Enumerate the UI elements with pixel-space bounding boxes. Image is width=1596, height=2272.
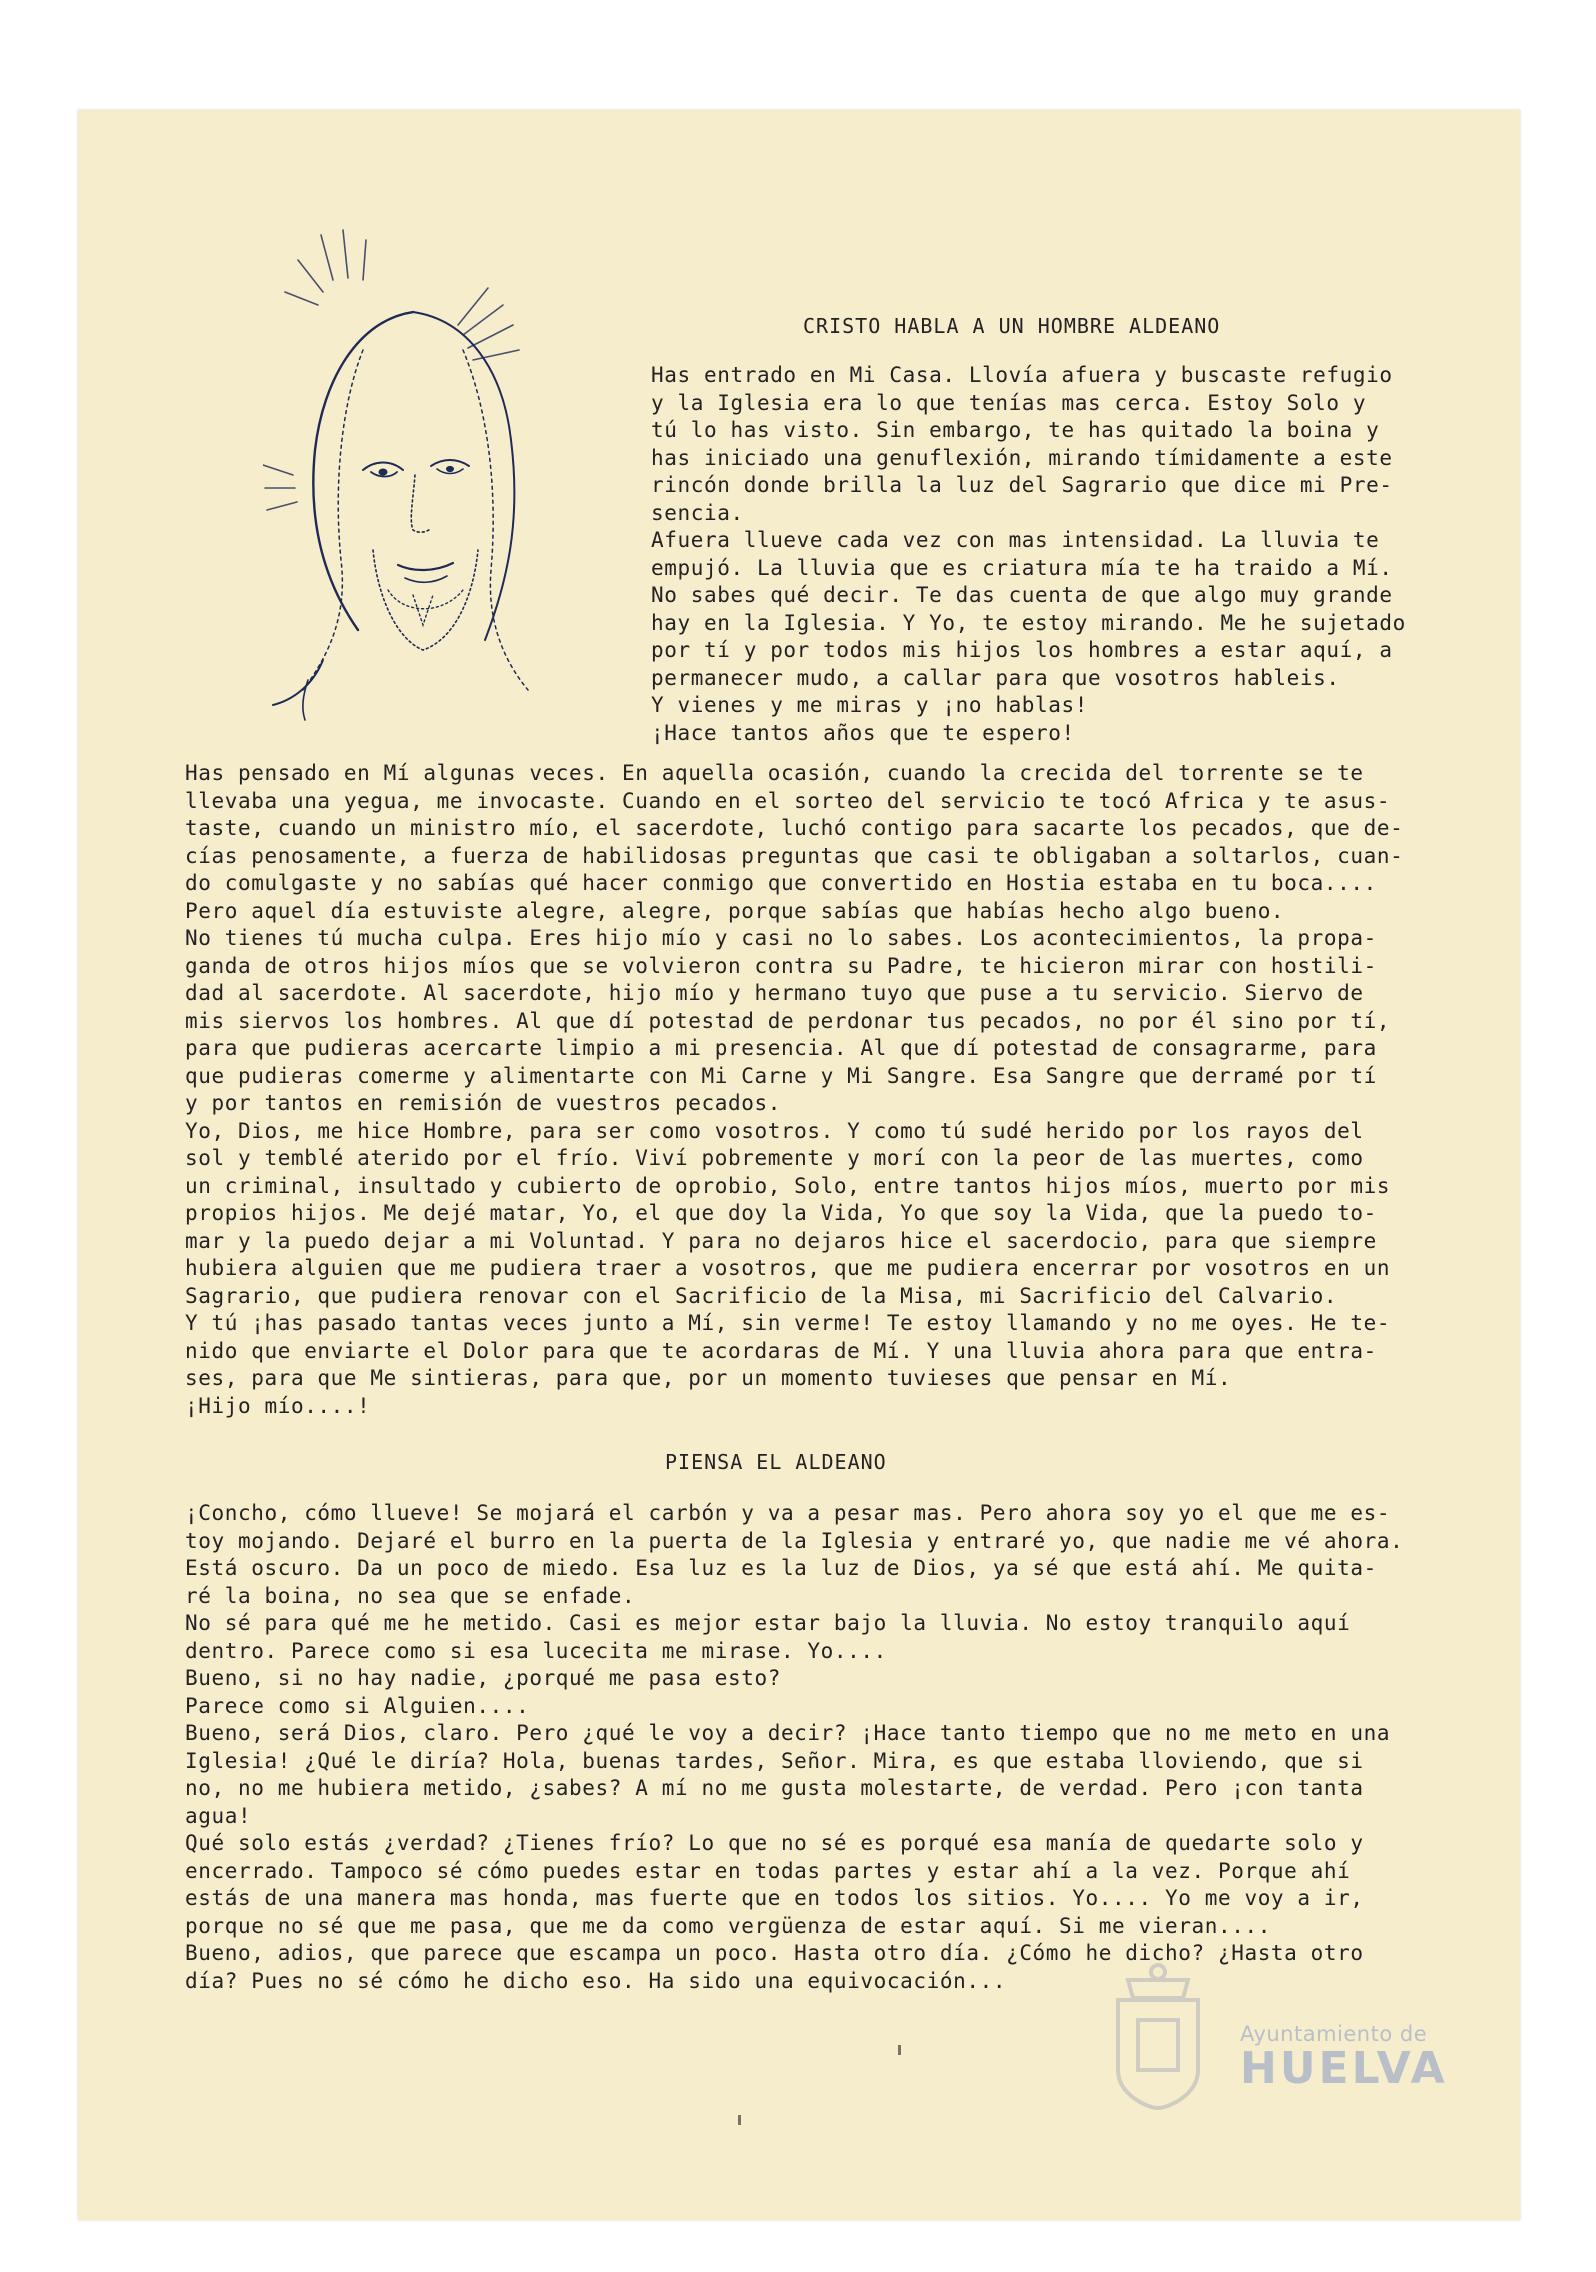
text-line: un criminal, insultado y cubierto de oprobio, Solo, entre tantos hijos míos, muerto por mis <box>185 1173 1391 1198</box>
text-line: Pero aquel día estuviste alegre, alegre, porque sabías que habías hecho algo bueno. <box>185 898 1285 923</box>
text-line: No sé para qué me he metido. Casi es mejor estar bajo la lluvia. No estoy tranquilo aquí <box>185 1611 1351 1635</box>
text-line: agua! <box>185 1803 252 1828</box>
text-line: hubiera alguien que me pudiera traer a vosotros, que me pudiera encerrar por vosotros en un <box>185 1256 1391 1280</box>
text-line: nido que enviarte el Dolor para que te acordaras de Mí. Y una lluvia ahora para que entra- <box>185 1338 1377 1363</box>
main-paragraph <box>185 760 1403 1420</box>
text-line: has iniciado una genuflexión, mirando tímidamente a este <box>651 445 1393 470</box>
text-line: Parece como si Alguien.... <box>185 1693 530 1718</box>
text-line: llevaba una yegua, me invocaste. Cuando en el sorteo del servicio te tocó Africa y te asus- <box>185 788 1391 813</box>
text-line: que pudieras comerme y alimentarte con Mi Carne y Mi Sangre. Esa Sangre que derramé por tí <box>185 1063 1377 1088</box>
text-line: no, no me hubiera metido, ¿sabes? A mí no me gusta molestarte, de verdad. Pero ¡con tanta <box>185 1776 1364 1800</box>
christ-face-drawing <box>263 220 593 740</box>
text-line: día? Pues no sé cómo he dicho eso. Ha sido una equivocación... <box>185 1968 1007 1993</box>
text-line: dad al sacerdote. Al sacerdote, hijo mío y hermano tuyo que puse a tu servicio. Siervo de <box>185 981 1364 1005</box>
text-line: encerrado. Tampoco sé cómo puedes estar en todas partes y estar ahí a la vez. Porque ahí <box>185 1858 1351 1883</box>
text-line: Iglesia! ¿Qué le diría? Hola, buenas tardes, Señor. Mira, es que estaba lloviendo, que si <box>185 1748 1364 1773</box>
text-line: por tí y por todos mis hijos los hombres a estar aquí, a <box>651 638 1393 662</box>
text-line: toy mojando. Dejaré el burro en la puerta de la Iglesia y entraré yo, que nadie me vé ahora. <box>185 1528 1404 1553</box>
title-cristo-habla: CRISTO HABLA A UN HOMBRE ALDEANO <box>803 314 1221 338</box>
text-line: mar y la puedo dejar a mi Voluntad. Y para no dejaros hice el sacerdocio, para que siempre <box>185 1228 1377 1253</box>
text-line: Bueno, será Dios, claro. Pero ¿qué le voy a decir? ¡Hace tanto tiempo que no me meto en una <box>185 1721 1391 1745</box>
text-line: Y tú ¡has pasado tantas veces junto a Mí, sin verme! Te estoy llamando y no me oyes. He te- <box>185 1311 1391 1335</box>
text-line: propios hijos. Me dejé matar, Yo, el que doy la Vida, Yo que soy la Vida, que la puedo to- <box>185 1201 1377 1225</box>
text-line: ganda de otros hijos míos que se volvieron contra su Padre, te hicieron mirar con hostili- <box>185 953 1377 978</box>
text-line: No sabes qué decir. Te das cuenta de que algo muy grande <box>651 583 1393 607</box>
text-line: estás de una manera mas honda, mas fuerte que en todos los sitios. Yo.... Yo me voy a ir, <box>185 1886 1364 1910</box>
document-page <box>78 110 1520 2220</box>
text-line: Sagrario, que pudiera renovar con el Sacrificio de la Misa, mi Sacrificio del Calvario. <box>185 1283 1338 1308</box>
text-line: Afuera llueve cada vez con mas intensidad. La lluvia te <box>651 528 1380 552</box>
ink-mark <box>738 2115 741 2125</box>
text-line: rincón donde brilla la luz del Sagrario que dice mi Pre- <box>651 473 1393 497</box>
text-line: Yo, Dios, me hice Hombre, para ser como vosotros. Y como tú sudé herido por los rayos del <box>185 1118 1364 1143</box>
intro-paragraph <box>651 362 1406 747</box>
watermark-text <box>1240 2022 1448 2092</box>
ink-mark <box>898 2045 901 2055</box>
text-line: permanecer mudo, a callar para que vosotros hableis. <box>651 665 1340 690</box>
text-line: cías penosamente, a fuerza de habilidosas preguntas que casi te obligaban a soltarlos, cuan- <box>185 843 1404 868</box>
text-line: y la Iglesia era lo que tenías mas cerca. Estoy Solo y <box>651 390 1367 415</box>
text-line: Y vienes y me miras y ¡no hablas! <box>651 693 1089 717</box>
text-line: do comulgaste y no sabías qué hacer conmigo que convertido en Hostia estaba en tu boca.... <box>185 871 1377 895</box>
text-line: Qué solo estás ¿verdad? ¿Tienes frío? Lo que no sé es porqué esa manía de quedarte solo y <box>185 1831 1364 1855</box>
text-line: y por tantos en remisión de vuestros pecados. <box>185 1091 781 1115</box>
text-line: taste, cuando un ministro mío, el sacerdote, luchó contigo para sacarte los pecados, que de- <box>185 816 1404 840</box>
text-line: mis siervos los hombres. Al que dí potestad de perdonar tus pecados, no por él sino por tí, <box>185 1008 1391 1033</box>
text-line: Has entrado en Mi Casa. Llovía afuera y buscaste refugio <box>651 363 1393 387</box>
text-line: dentro. Parece como si esa lucecita me mirase. Yo.... <box>185 1638 887 1663</box>
text-line: ses, para que Me sintieras, para que, por un momento tuvieses que pensar en Mí. <box>185 1366 1232 1390</box>
aldeano-paragraph <box>185 1500 1403 1995</box>
text-line: sencia. <box>651 500 744 525</box>
text-line: tú lo has visto. Sin embargo, te has quitado la boina y <box>651 418 1380 442</box>
text-line: Bueno, si no hay nadie, ¿porqué me pasa esto? <box>185 1666 781 1690</box>
text-line: sol y temblé aterido por el frío. Viví pobremente y morí con la peor de las muertes, como <box>185 1146 1364 1170</box>
text-line: empujó. La lluvia que es criatura mía te ha traido a Mí. <box>651 555 1393 580</box>
text-line: para que pudieras acercarte limpio a mi presencia. Al que dí potestad de consagrarme, para <box>185 1036 1377 1060</box>
watermark-line-1: Ayuntamiento de <box>1240 2022 1428 2046</box>
text-line: ¡Hijo mío....! <box>185 1393 371 1418</box>
text-line: Bueno, adios, que parece que escampa un poco. Hasta otro día. ¿Cómo he dicho? ¿Hasta otro <box>185 1941 1364 1965</box>
text-line: Has pensado en Mí algunas veces. En aquella ocasión, cuando la crecida del torrente se te <box>185 761 1364 785</box>
text-line: ¡Concho, cómo llueve! Se mojará el carbón y va a pesar mas. Pero ahora soy yo el que me es- <box>185 1501 1391 1525</box>
text-line: No tienes tú mucha culpa. Eres hijo mío y casi no lo sabes. Los acontecimientos, la propa- <box>185 926 1377 950</box>
text-line: ¡Hace tantos años que te espero! <box>651 720 1075 745</box>
text-line: ré la boina, no sea que se enfade. <box>185 1583 636 1608</box>
title-piensa-aldeano: PIENSA EL ALDEANO <box>665 1450 887 1474</box>
watermark-line-2: HUELVA <box>1240 2043 1448 2094</box>
text-line: Está oscuro. Da un poco de miedo. Esa luz es la luz de Dios, ya sé que está ahí. Me quita- <box>185 1556 1377 1580</box>
text-line: hay en la Iglesia. Y Yo, te estoy mirando. Me he sujetado <box>651 610 1406 635</box>
text-line: porque no sé que me pasa, que me da como vergüenza de estar aquí. Si me vieran.... <box>185 1913 1271 1938</box>
